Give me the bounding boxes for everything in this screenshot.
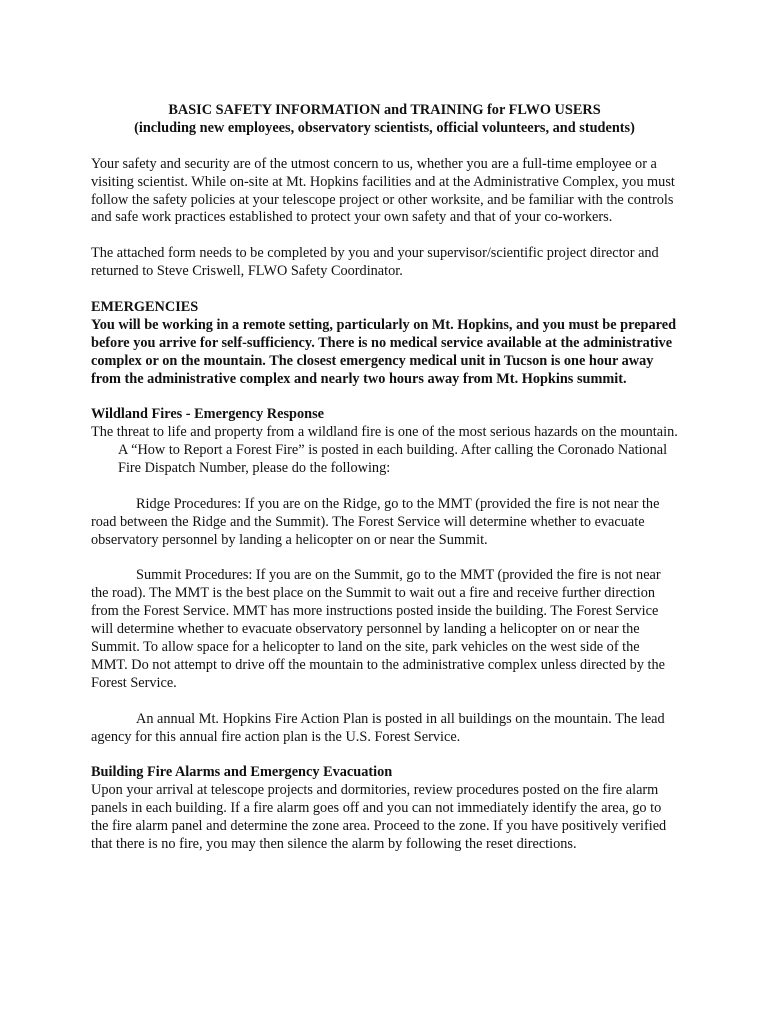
spacer — [91, 388, 678, 406]
emergencies-heading: EMERGENCIES — [91, 298, 199, 315]
wildland-fires-heading: Wildland Fires - Emergency Response — [91, 406, 324, 423]
spacer — [91, 138, 678, 156]
fire-alarms-heading: Building Fire Alarms and Emergency Evacuation — [91, 764, 393, 781]
spacer — [91, 550, 678, 568]
fire-alarms-paragraph: Upon your arrival at telescope projects and dormitories, review procedures posted on the fire alarm panels in each building. If a fire alarm goes off and you can not immediately identify the area, go to the fire alarm panel and determine the zone area. Proceed to the zone. If you have positively verified that there is no fire, you may then silence the alarm by following the reset directions. — [91, 782, 667, 853]
summit-procedures-paragraph: Summit Procedures: If you are on the Summit, go to the MMT (provided the fire is not near the road). The MMT is the best place on the Summit to wait out a fire and receive further direction from the Forest Service. MMT has more instructions posted inside the building. The Forest Service will determine whether to evacuate observatory personnel by landing a helicopter on or near the Summit. To allow space for a helicopter to land on the site, park vehicles on the west side of the MMT. Do not attempt to drive off the mountain to the administrative complex unless directed by the Forest Service. — [91, 567, 666, 691]
form-paragraph: The attached form needs to be completed by you and your supervisor/scientific project director and returned to Steve Criswell, FLWO Safety Coordinator. — [91, 245, 659, 280]
annual-plan-paragraph: An annual Mt. Hopkins Fire Action Plan is posted in all buildings on the mountain. The lead agency for this annual fire action plan is the U.S. Forest Service. — [91, 710, 665, 745]
document-title-line2: (including new employees, observatory scientists, official volunteers, and students) — [134, 119, 635, 136]
spacer — [91, 747, 678, 765]
document-title-line1: BASIC SAFETY INFORMATION and TRAINING for FLWO USERS — [168, 102, 601, 118]
emergencies-paragraph: You will be working in a remote setting, particularly on Mt. Hopkins, and you must be prepared before you arrive for self-sufficiency. There is no medical service available at the administrative complex or on the mountain. The closest emergency medical unit in Tucson is one hour away from the administrative complex and nearly two hours away from Mt. Hopkins summit. — [91, 316, 677, 387]
spacer — [91, 281, 678, 299]
intro-paragraph: Your safety and security are of the utmost concern to us, whether you are a full-time employee or a visiting scientist. While on-site at Mt. Hopkins facilities and at the Administrative Complex, you must follow the safety policies at your telescope project or other worksite, and be familiar with the controls and safe work practices established to protect your own safety and that of your co-workers. — [91, 155, 675, 226]
spacer — [91, 693, 678, 711]
wildland-fires-paragraph: The threat to life and property from a wildland fire is one of the most serious hazards on the mountain. A “How to Report a Forest Fire” is posted in each building. After calling the Coronado National Fire Dispatch Number, please do the following: — [91, 424, 678, 477]
spacer — [91, 478, 678, 496]
ridge-procedures-paragraph: Ridge Procedures: If you are on the Ridge, go to the MMT (provided the fire is not near the road between the Ridge and the Summit). The Forest Service will determine whether to evacuate observatory personnel by landing a helicopter on or near the Summit. — [91, 495, 660, 548]
spacer — [91, 227, 678, 245]
